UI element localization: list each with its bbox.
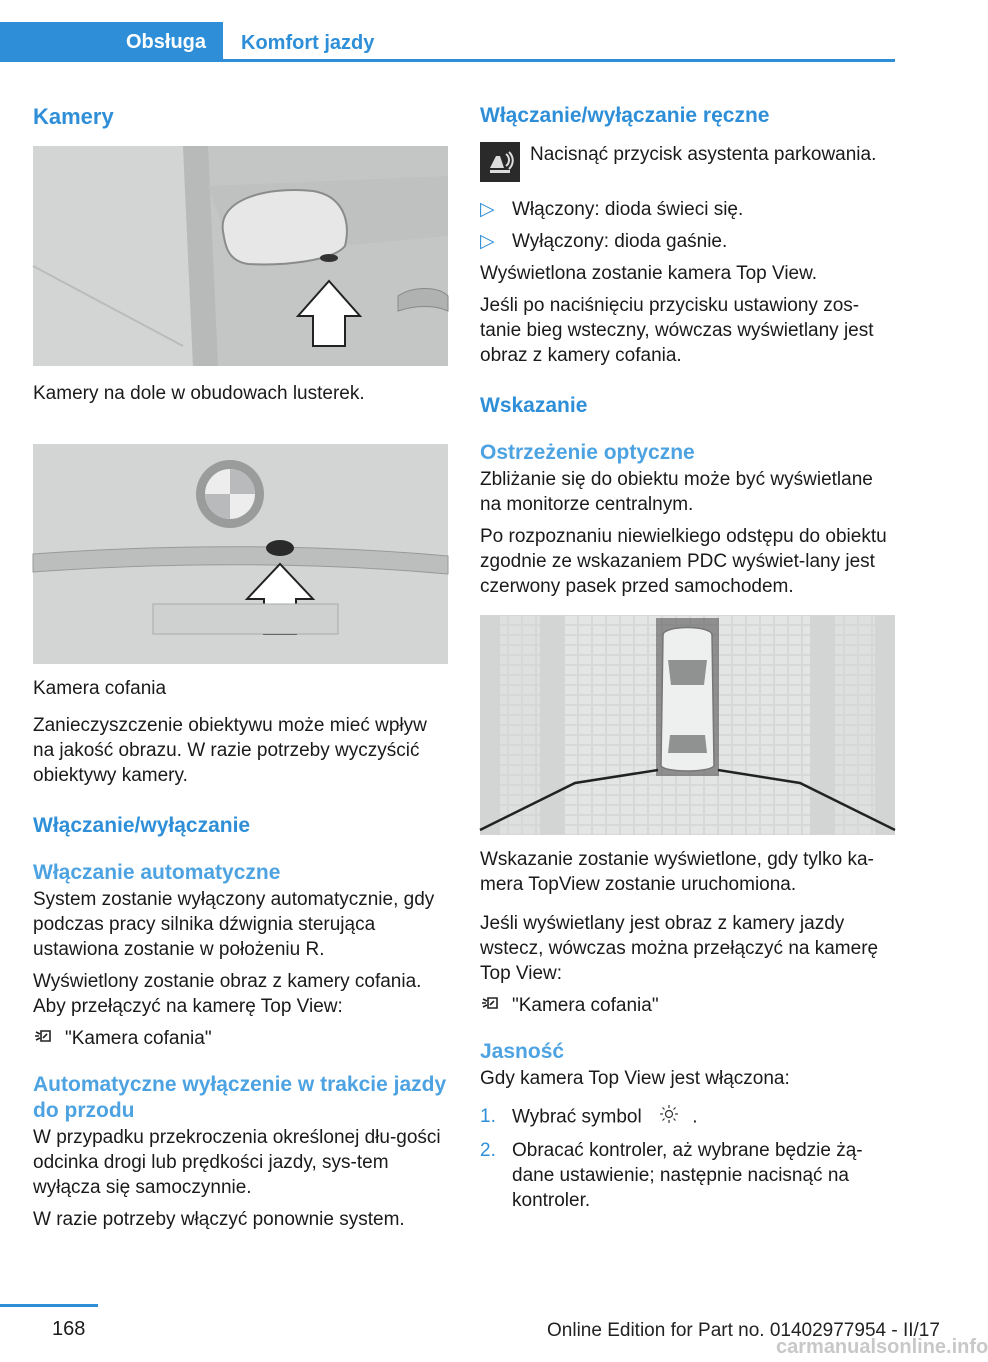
edition-note: Online Edition for Part no. 01402977954 - II/17: [547, 1320, 940, 1341]
list-item: ▷ Wyłączony: dioda gaśnie.: [480, 231, 728, 252]
caption-rear-camera: Kamera cofania: [33, 678, 167, 699]
heading-wlaczanie-automatyczne: Włączanie automatyczne: [33, 861, 281, 884]
text-dirty-lens: Zanieczyszczenie obiektywu może mieć wpływ na jakość obrazu. W razie potrzeby wyczyścić obiektywy kamery.: [33, 715, 427, 786]
triangle-bullet-icon: ▷: [480, 231, 495, 252]
list-item: 1. Wybrać symbol .: [480, 1104, 896, 1131]
heading-kamery: Kamery: [33, 104, 114, 129]
text-if-rear: Jeśli wyświetlany jest obraz z kamery jazdy wstecz, wówczas można przełączyć na kamerę Top View:: [480, 913, 879, 984]
mirror-camera-illustration: [33, 146, 448, 366]
caption-mirror: Kamery na dole w obudowach lusterek.: [33, 383, 365, 404]
text-reactivate: W razie potrzeby włączyć ponownie system.: [33, 1209, 405, 1230]
text-approach: Zbliżanie się do obiektu może być wyświetlane na monitorze centralnym.: [480, 469, 873, 515]
camera-label-right[interactable]: "Kamera cofania": [512, 995, 659, 1016]
heading-wskazanie: Wskazanie: [480, 394, 588, 417]
tab-underline: [223, 59, 895, 62]
heading-auto-off: Automatyczne wyłączenie w trakcie jazdy do przodu: [33, 1073, 447, 1122]
text-pdc: Po rozpoznaniu niewielkiego odstępu do obiektu zgodnie ze wskazaniem PDC wyświet-lany jest czerwony pasek przed samochodem.: [480, 526, 887, 597]
list-item: ▷ Włączony: dioda świeci się.: [480, 199, 744, 220]
text-auto-activation: System zostanie wyłączony automatycznie, gdy podczas pracy silnika dźwignia sterująca ustawiona zostanie w położeniu R.: [33, 889, 435, 960]
brightness-sun-icon: [659, 1104, 679, 1131]
camera-label-left[interactable]: "Kamera cofania": [65, 1028, 212, 1049]
text-when-topview: Gdy kamera Top View jest włączona:: [480, 1068, 790, 1089]
heading-jasnosc: Jasność: [480, 1040, 565, 1063]
step-number: 1.: [480, 1106, 496, 1127]
heading-manual: Włączanie/wyłączanie ręczne: [480, 104, 770, 127]
text-press-button: Nacisnąć przycisk asystenta parkowania.: [530, 144, 877, 165]
list-item: 2. Obracać kontroler, aż wybrane będzie żą-dane ustawienie; następnie nacisnąć na kontroler.: [480, 1140, 863, 1211]
tab-komfort-jazdy[interactable]: Komfort jazdy: [241, 32, 375, 54]
watermark: carmanualsonline.info: [776, 1336, 988, 1358]
camera-switch-line-left: [33, 1026, 448, 1053]
brightness-steps: [480, 1104, 896, 1213]
right-column: [480, 100, 896, 1213]
mirror-camera-image: [33, 146, 448, 366]
text-topview-shown: Wyświetlona zostanie kamera Top View.: [480, 263, 818, 284]
led-status-list: [480, 197, 896, 254]
text-auto-off: W przypadku przekroczenia określonej dłu-gości odcinka drogi lub prędkości jazdy, sys-tem wyłącza się samoczynnie.: [33, 1127, 441, 1198]
triangle-bullet-icon: ▷: [480, 199, 495, 220]
rear-camera-illustration: [33, 444, 448, 664]
step-number: 2.: [480, 1140, 496, 1161]
footer-rule: [0, 1304, 98, 1307]
heading-visual-warning: Ostrzeżenie optyczne: [480, 441, 695, 464]
topview-illustration: [480, 615, 895, 835]
topview-image: [480, 615, 895, 835]
tab-obsluga[interactable]: Obsługa: [0, 22, 223, 62]
parking-assist-button-icon: [480, 142, 520, 182]
rear-camera-image: [33, 444, 448, 664]
camera-icon: [33, 1026, 65, 1053]
caption-topview: Wskazanie zostanie wyświetlone, gdy tylko ka-mera TopView zostanie uruchomiona.: [480, 849, 874, 895]
heading-wlaczanie-wylaczanie: Włączanie/wyłączanie: [33, 814, 251, 837]
parking-button-row: [480, 142, 896, 182]
chapter-tabs: [0, 22, 895, 62]
text-reverse-gear: Jeśli po naciśnięciu przycisku ustawiony zos-tanie bieg wsteczny, wówczas wyświetlany jest obraz z kamery cofania.: [480, 295, 874, 366]
camera-switch-line-right: [480, 993, 896, 1020]
left-column: [33, 100, 448, 1232]
text-rear-image-shown: Wyświetlony zostanie obraz z kamery cofania. Aby przełączyć na kamerę Top View:: [33, 971, 422, 1017]
camera-icon: [480, 993, 512, 1020]
page-number: 168: [52, 1318, 86, 1340]
